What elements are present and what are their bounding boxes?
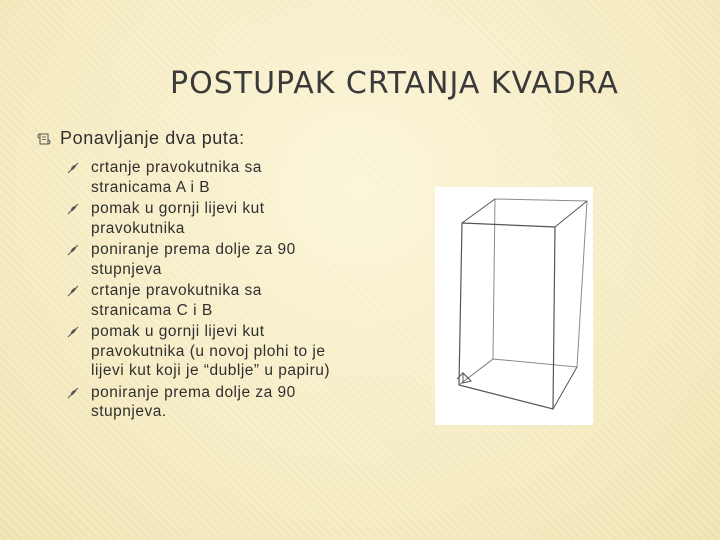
quill-bullet-icon <box>66 161 80 175</box>
quill-bullet-icon <box>66 202 80 216</box>
list-item <box>66 281 336 320</box>
list-item <box>66 199 336 238</box>
list-item <box>66 322 336 381</box>
list-item <box>66 158 336 197</box>
quill-bullet-icon <box>66 243 80 257</box>
main-bullet-text: Ponavljanje dva puta: <box>60 128 245 148</box>
step-text: crtanje pravokutnika sa stranicama C i B <box>91 282 262 319</box>
quill-bullet-icon <box>66 284 80 298</box>
cuboid-figure <box>435 187 593 425</box>
quill-bullet-icon <box>66 325 80 339</box>
cuboid-wireframe-icon <box>435 187 593 425</box>
quill-bullet-icon <box>66 386 80 400</box>
step-text: poniranje prema dolje za 90 stupnjeva. <box>91 383 296 420</box>
step-text: poniranje prema dolje za 90 stupnjeva <box>91 241 296 278</box>
step-text: crtanje pravokutnika sa stranicama A i B <box>91 159 262 196</box>
slide-title: POSTUPAK CRTANJA KVADRA <box>170 66 619 101</box>
scroll-bullet-icon <box>36 131 52 147</box>
step-text: pomak u gornji lijevi kut pravokutnika <box>91 200 265 237</box>
list-item <box>66 240 336 279</box>
list-item <box>66 383 336 422</box>
steps-list <box>66 158 336 424</box>
step-text: pomak u gornji lijevi kut pravokutnika (u novoj plohi to je lijevi kut koji je “dublje” u papiru) <box>91 323 331 379</box>
